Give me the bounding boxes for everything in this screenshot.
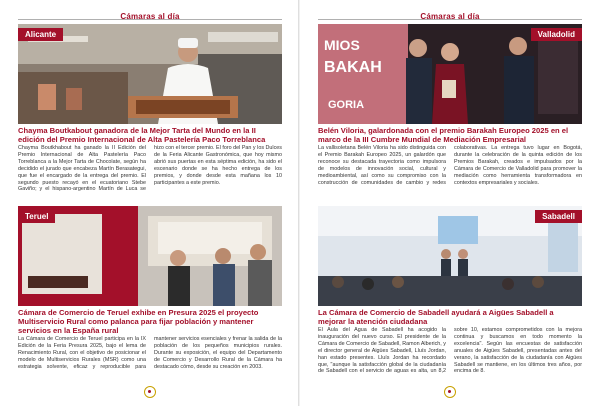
svg-text:GORIA: GORIA xyxy=(328,99,365,111)
article-teruel xyxy=(18,206,282,382)
article-alicante xyxy=(18,24,282,200)
article-title[interactable]: Cámara de Comercio de Teruel exhibe en Presura 2025 el proyecto Multiservicio Rural como palanca para fijar población y mantener servicios en la España rural xyxy=(18,308,259,335)
chamber-logo-icon xyxy=(144,386,156,398)
region-tag: Alicante xyxy=(18,28,63,41)
region-tag: Teruel xyxy=(18,210,55,223)
article-title[interactable]: La Cámara de Comercio de Sabadell ayudará a Aigües Sabadell a mejorar la atención ciudadana xyxy=(318,308,554,326)
photo-pastry-chef xyxy=(18,24,282,124)
region-tag: Valladolid xyxy=(531,28,582,41)
article-body: El Aula del Agua de Sabadell ha acogido la inauguración del nuevo curso. El presidente de la Cámara de Comercio de Sabadell, Ramon Alberich, y el director general de Aigües Sabadell, Lluís Jordan, han estado presentes. Lluís Jordan ha recordado que, "aunque la satisfacción global de la ciudadanía de Sabadell con el servicio de aguas es alta, un 8,2 sobre 10, estamos comprometidos con la mejora continua y buscamos en todo momento la excelencia". Según las encuestas de satisfacción anuales de Aigües Sabadell, presentadas antes del verano, la satisfacción de la ciudadanía con Aigües Sabadell se mantiene, en los últimos tres años, por encima de 8. xyxy=(318,327,582,375)
svg-text:MIOS: MIOS xyxy=(324,37,360,53)
right-page xyxy=(300,0,600,406)
article-title[interactable]: Belén Viloria, galardonada con el premio Barakah Europeo 2025 en el marco de la III Cumbre Mundial de Mediación Empresarial xyxy=(318,126,569,144)
page-header xyxy=(318,6,582,20)
section-title: Cámaras al día xyxy=(120,12,180,21)
photo-aula-del-agua xyxy=(318,206,582,306)
region-tag: Sabadell xyxy=(535,210,582,223)
photo-presura-stand xyxy=(18,206,282,306)
article-body: Chayma Boutkhabout ha ganado la II Edición del Premio Internacional de Alta Pastelería Paco Torreblanca a la Mejor Tarta de Chocolate, según ha decidido el jurado que encabeza Martín Berasategui, que fue el encargado de la entrega del premio. El segundo puesto recayó en el ecuatoriano Stebe Gaviño; y el hispano-argentino Martín de Luca se hizo con el tercer premio. El foro del Pan y los Dulces de la Feria Alicante Gastronómica, que hoy mismo abrió sus puertas en esta séptima edición, ha sido el escenario donde se ha hecho entrega de los premios, y donde desde esta mañana los 10 participantes a este premio. xyxy=(18,145,282,193)
svg-text:BAKAH: BAKAH xyxy=(324,59,382,76)
article-title[interactable]: Chayma Boutkabout ganadora de la Mejor Tarta del Mundo en la II edición del Premio Internacional de Alta Pastelería Paco Torreblanca xyxy=(18,126,266,144)
section-title: Cámaras al día xyxy=(420,12,480,21)
photo-barakah-award xyxy=(318,24,582,124)
article-sabadell xyxy=(318,206,582,382)
article-body: La vallisoletana Belén Viloria ha sido distinguida con el Premio Barakah Europeo 2025, un galardón que reconoce su destacada trayectoria como impulsora de modelos de innovación social, cultural y medioambiental, así como su compromiso con la construcción de comunidades de cambio y redes colaborativas. La entrega tuvo lugar en Bogotá, durante la celebración de la quinta edición de los Premios Barakah, creados e impulsados por la Cámara de Comercio de Valladolid para promover la mediación como herramienta transformadora en contextos empresariales y sociales. xyxy=(318,145,582,186)
chamber-logo-icon xyxy=(444,386,456,398)
article-body: La Cámara de Comercio de Teruel participa en la IX Edición de la Feria Presura 2025, bajo el lema de Renacimiento Rural, con el objetivo de posicionar el modelo de Multiservicios Rurales (MSR) como una estrategia solvente, eficaz y reproducible para mantener servicios esenciales y frenar la salida de la población de los pequeños municipios rurales. Durante su exposición, el equipo del Departamento de Comercio y Desarrollo Rural de la Cámara ha destacado cómo, desde su creación en 2003. xyxy=(18,336,282,370)
article-valladolid xyxy=(318,24,582,200)
page-header xyxy=(18,6,282,20)
